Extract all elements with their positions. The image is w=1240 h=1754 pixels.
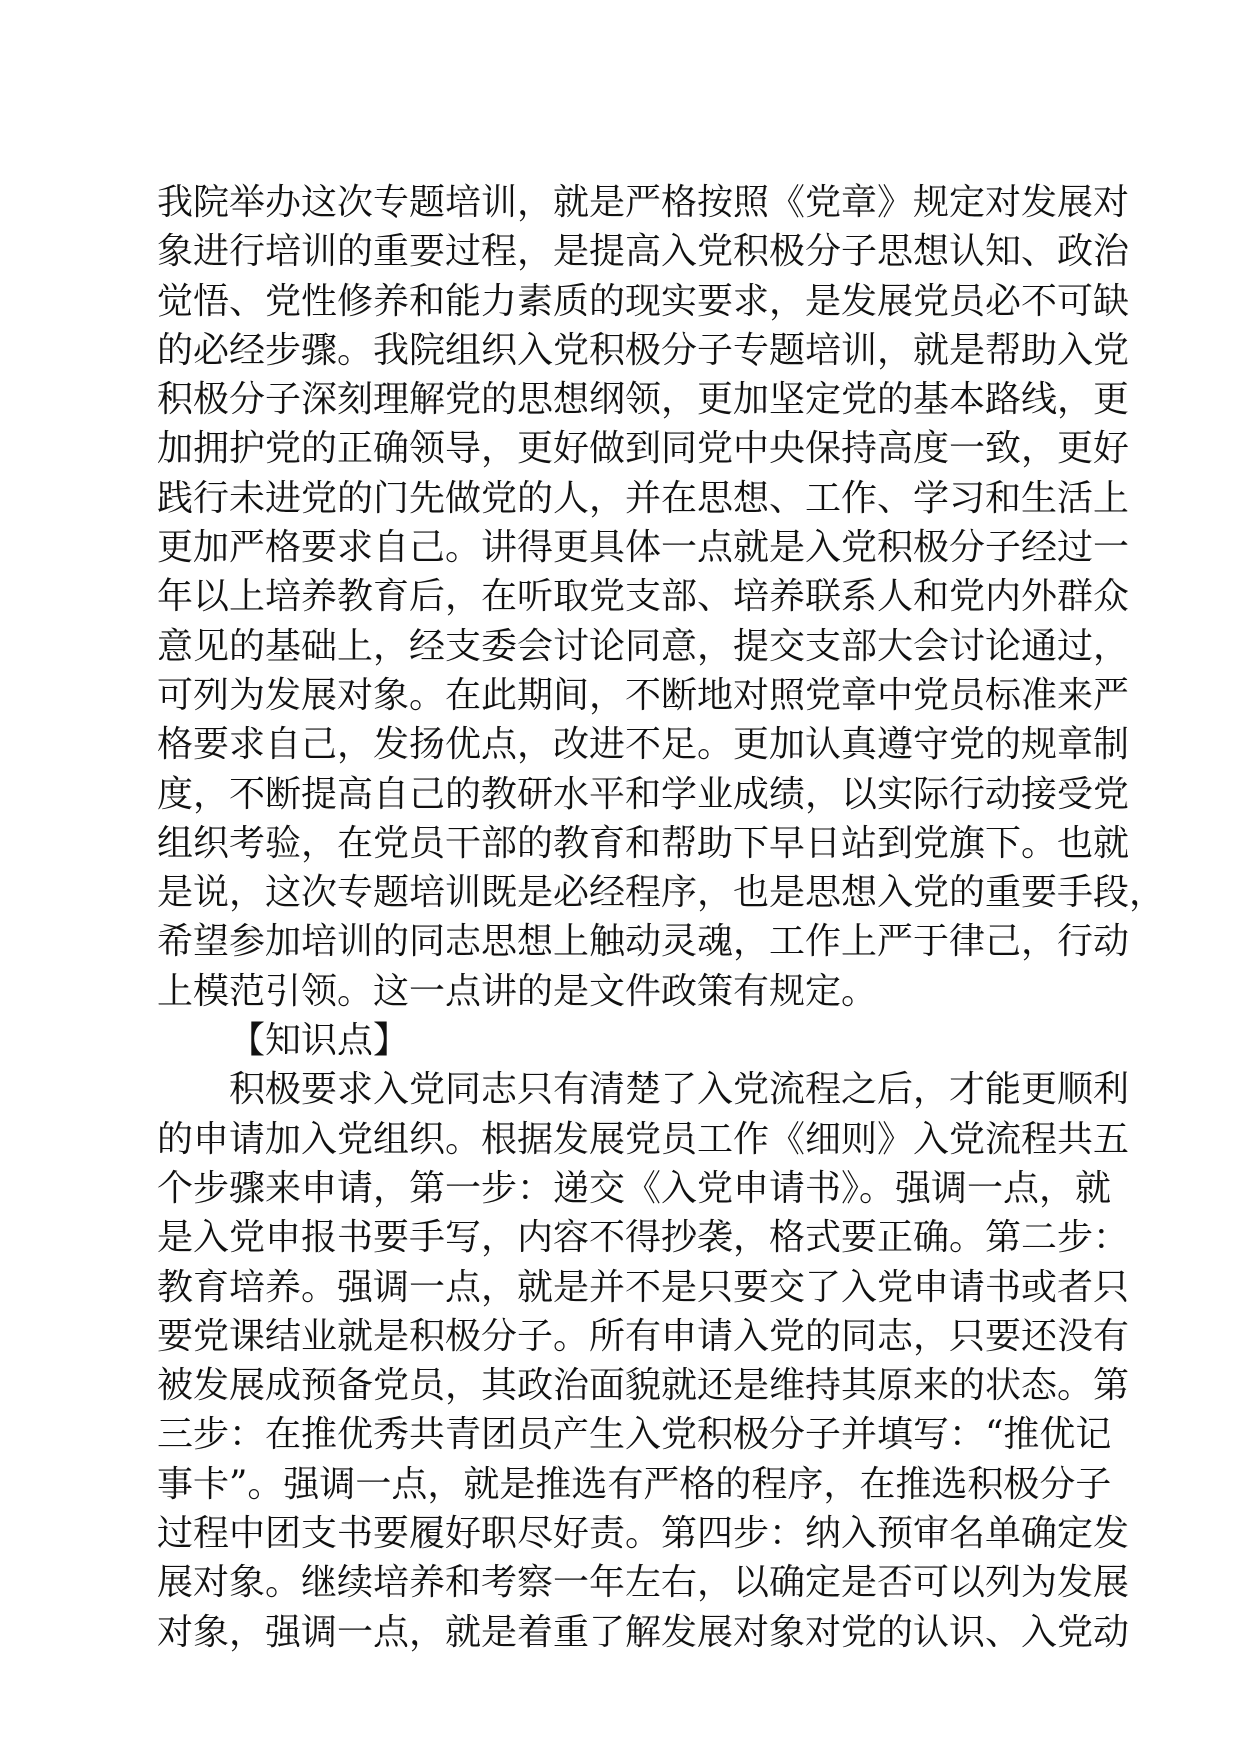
document-body [157, 178, 1166, 1657]
text-line: 意见的基础上，经支委会讨论同意，提交支部大会讨论通过， [157, 625, 1130, 667]
text-line: 被发展成预备党员，其政治面貌就还是维持其原来的状态。第 [157, 1365, 1130, 1407]
text-line: 对象，强调一点，就是着重了解发展对象对党的认识、入党动 [157, 1611, 1130, 1653]
text-line: 度，不断提高自己的教研水平和学业成绩，以实际行动接受党 [157, 773, 1130, 815]
text-line: 过程中团支书要履好职尽好责。第四步：纳入预审名单确定发 [157, 1513, 1130, 1555]
paragraph-first-line: 积极要求入党同志只有清楚了入党流程之后，才能更顺利 [229, 1069, 1130, 1111]
text-line: 我院举办这次专题培训，就是严格按照《党章》规定对发展对 [157, 182, 1130, 223]
text-line: 事卡”。强调一点，就是推选有严格的程序，在推选积极分子 [157, 1463, 1112, 1505]
text-line: 积极分子深刻理解党的思想纲领，更加坚定党的基本路线，更 [157, 379, 1130, 421]
section-heading: 【知识点】 [229, 1020, 410, 1062]
text-line: 教育培养。强调一点，就是并不是只要交了入党申请书或者只 [157, 1266, 1130, 1308]
text-line: 个步骤来申请，第一步：递交《入党申请书》。强调一点，就 [157, 1167, 1112, 1209]
text-line: 三步：在推优秀共青团员产生入党积极分子并填写：“推优记 [157, 1414, 1112, 1456]
text-line: 更加严格要求自己。讲得更具体一点就是入党积极分子经过一 [157, 527, 1130, 569]
text-line: 践行未进党的门先做党的人，并在思想、工作、学习和生活上 [157, 477, 1130, 519]
text-line: 格要求自己，发扬优点，改进不足。更加认真遵守党的规章制 [157, 724, 1130, 766]
text-line: 是说，这次专题培训既是必经程序，也是思想入党的重要手段， [157, 872, 1166, 914]
text-line: 的必经步骤。我院组织入党积极分子专题培训，就是帮助入党 [157, 329, 1130, 371]
text-line: 年以上培养教育后，在听取党支部、培养联系人和党内外群众 [157, 576, 1130, 618]
text-line: 希望参加培训的同志思想上触动灵魂，工作上严于律己，行动 [157, 921, 1130, 963]
text-line: 要党课结业就是积极分子。所有申请入党的同志，只要还没有 [157, 1315, 1130, 1357]
text-line: 展对象。继续培养和考察一年左右，以确定是否可以列为发展 [157, 1562, 1130, 1604]
text-line: 是入党申报书要手写，内容不得抄袭，格式要正确。第二步： [157, 1217, 1130, 1259]
text-line: 上模范引领。这一点讲的是文件政策有规定。 [157, 970, 878, 1012]
text-line: 可列为发展对象。在此期间，不断地对照党章中党员标准来严 [157, 674, 1130, 716]
text-line: 组织考验，在党员干部的教育和帮助下早日站到党旗下。也就 [157, 822, 1130, 864]
text-line: 觉悟、党性修养和能力素质的现实要求，是发展党员必不可缺 [157, 280, 1130, 322]
text-line: 的申请加入党组织。根据发展党员工作《细则》入党流程共五 [157, 1118, 1130, 1160]
text-line: 象进行培训的重要过程，是提高入党积极分子思想认知、政治 [157, 231, 1130, 273]
text-line: 加拥护党的正确领导，更好做到同党中央保持高度一致，更好 [157, 428, 1130, 470]
